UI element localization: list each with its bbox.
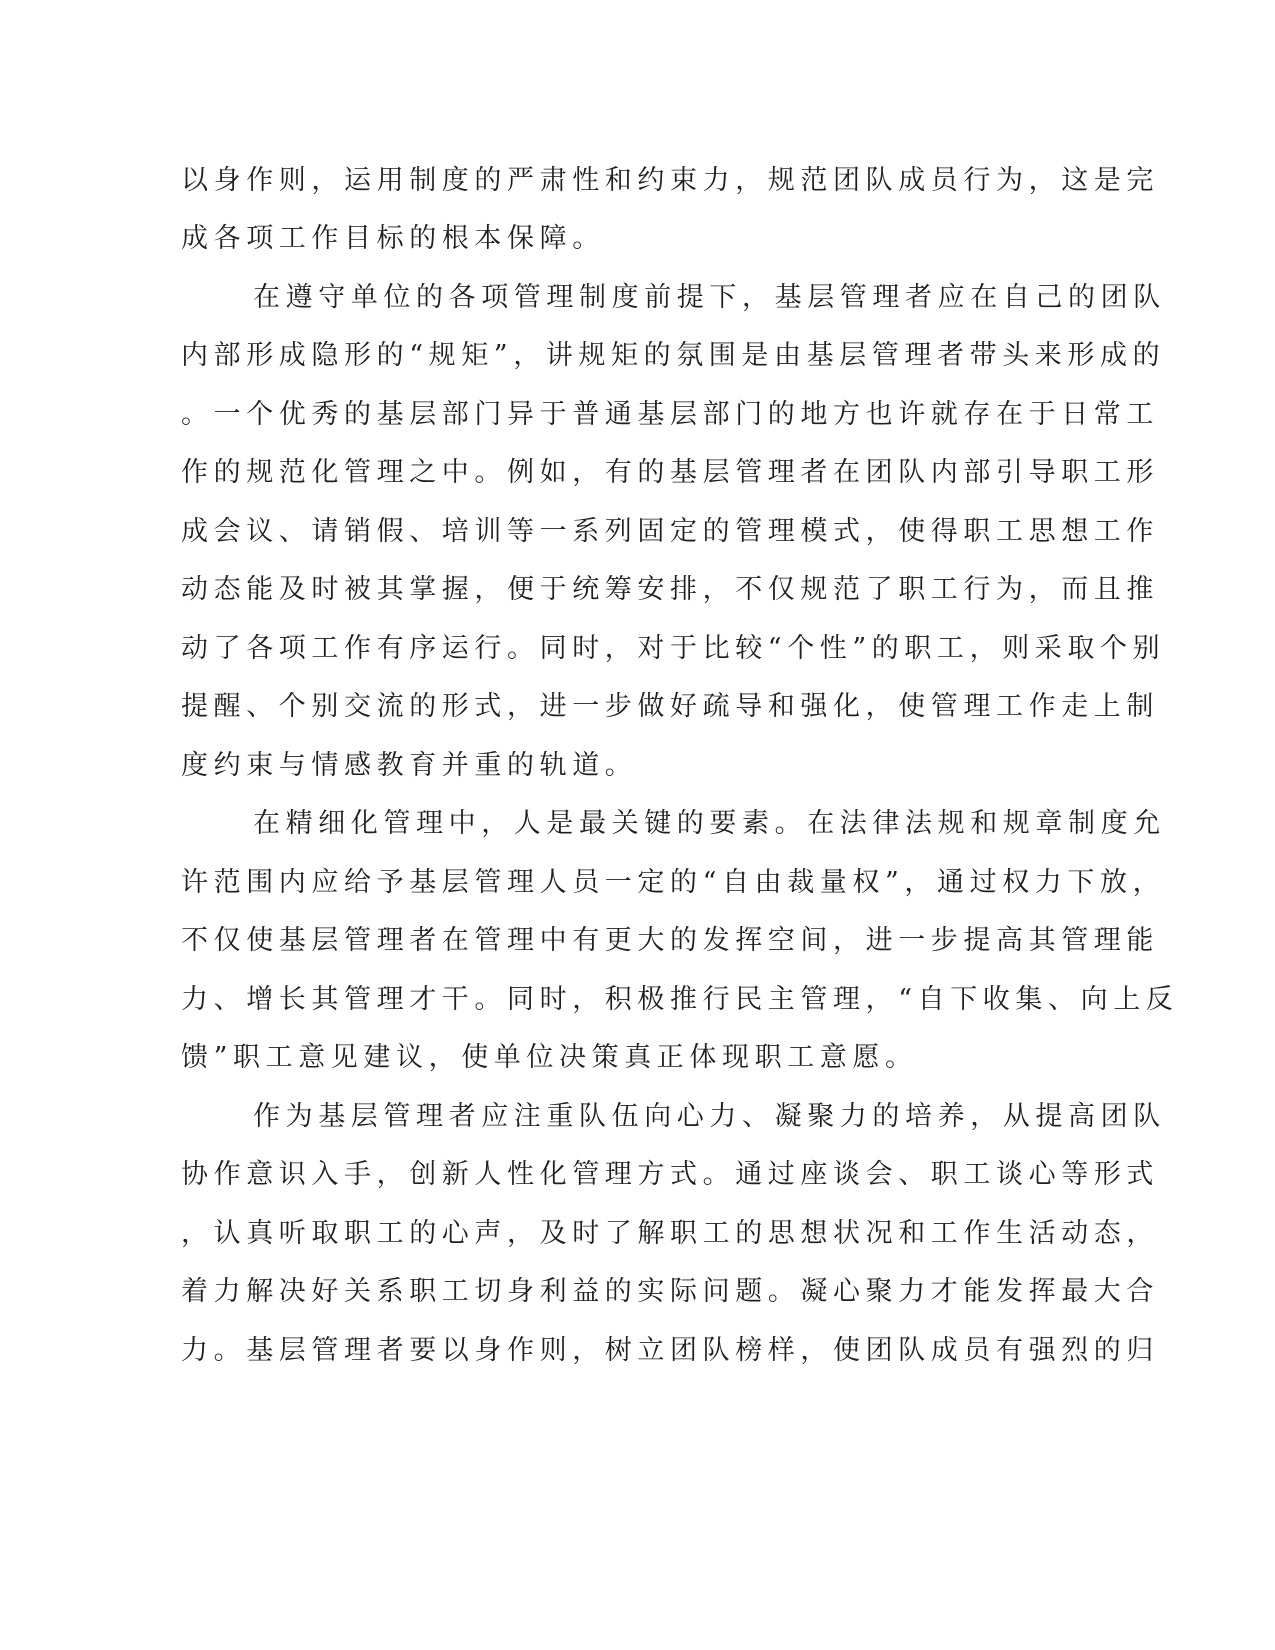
text-line: 协作意识入手，创新人性化管理方式。通过座谈会、职工谈心等形式 [181, 1159, 1159, 1190]
paragraph-first-line: 作为基层管理者应注重队伍向心力、凝聚力的培养，从提高团队 [253, 1101, 1166, 1132]
text-line: 成会议、请销假、培训等一系列固定的管理模式，使得职工思想工作 [181, 516, 1159, 547]
paragraph-first-line: 在精细化管理中，人是最关键的要素。在法律法规和规章制度允 [253, 808, 1166, 839]
text-line: 提醒、个别交流的形式，进一步做好疏导和强化，使管理工作走上制 [181, 691, 1159, 722]
text-line: 馈”职工意见建议，使单位决策真正体现职工意愿。 [181, 1042, 918, 1073]
text-line: 着力解决好关系职工切身利益的实际问题。凝心聚力才能发挥最大合 [181, 1276, 1159, 1307]
text-line: 以身作则，运用制度的严肃性和约束力，规范团队成员行为，这是完 [181, 165, 1159, 196]
text-line: 。一个优秀的基层部门异于普通基层部门的地方也许就存在于日常工 [181, 399, 1159, 430]
text-line: 不仅使基层管理者在管理中有更大的发挥空间，进一步提高其管理能 [181, 925, 1159, 956]
text-line: 动态能及时被其掌握，便于统筹安排，不仅规范了职工行为，而且推 [181, 574, 1159, 605]
text-line: 度约束与情感教育并重的轨道。 [181, 750, 638, 781]
paragraph-first-line: 在遵守单位的各项管理制度前提下，基层管理者应在自己的团队 [253, 282, 1166, 313]
text-line: 许范围内应给予基层管理人员一定的“自由裁量权”，通过权力下放， [181, 867, 1166, 898]
text-line: 力。基层管理者要以身作则，树立团队榜样，使团队成员有强烈的归 [181, 1335, 1159, 1366]
text-line: 内部形成隐形的“规矩”，讲规矩的氛围是由基层管理者带头来形成的 [181, 340, 1166, 371]
text-line: 力、增长其管理才干。同时，积极推行民主管理，“自下收集、向上反 [181, 984, 1179, 1015]
text-line: 动了各项工作有序运行。同时，对于比较“个性”的职工，则采取个别 [181, 633, 1166, 664]
text-line: ，认真听取职工的心声，及时了解职工的思想状况和工作生活动态， [181, 1218, 1159, 1249]
text-line: 成各项工作目标的根本保障。 [181, 223, 605, 254]
text-line: 作的规范化管理之中。例如，有的基层管理者在团队内部引导职工形 [181, 457, 1159, 488]
